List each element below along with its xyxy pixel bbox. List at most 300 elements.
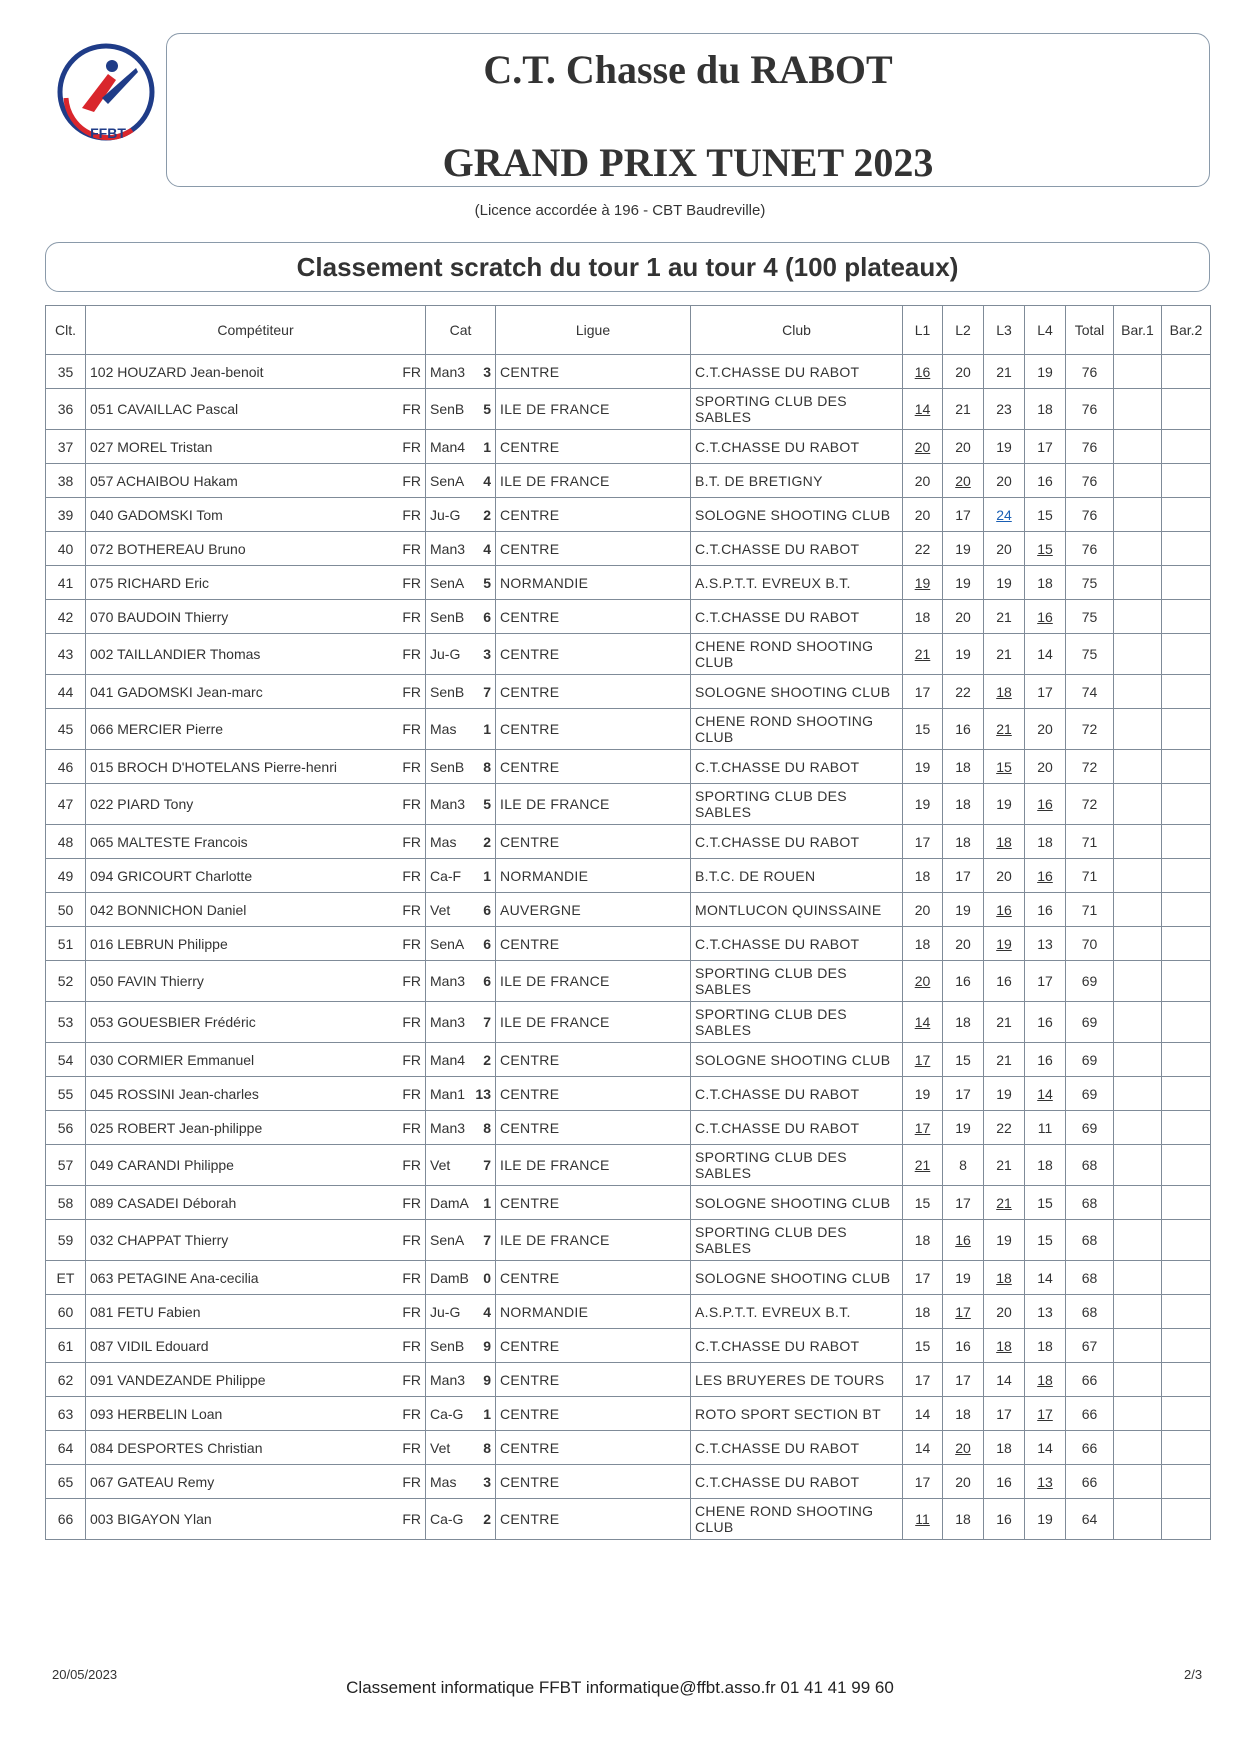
barrage1-cell xyxy=(1114,1465,1162,1499)
competitor-cell xyxy=(86,566,426,600)
series-score-cell xyxy=(943,1363,984,1397)
table-row xyxy=(46,750,1211,784)
table-row xyxy=(46,1363,1211,1397)
col-header: Bar.1 xyxy=(1114,306,1162,355)
club-cell: C.T.CHASSE DU RABOT xyxy=(691,600,903,634)
league-cell: NORMANDIE xyxy=(496,1295,691,1329)
competitor-cell xyxy=(86,1043,426,1077)
rank-cell: 36 xyxy=(46,389,86,430)
league-cell: CENTRE xyxy=(496,750,691,784)
series-score: 16 xyxy=(1037,796,1053,812)
nationality: FR xyxy=(402,401,421,417)
nationality: FR xyxy=(402,833,421,850)
nationality: FR xyxy=(402,472,421,489)
ranking-subtitle: Classement scratch du tour 1 au tour 4 (100 plateaux) xyxy=(296,252,959,282)
category-code: SenB xyxy=(430,608,465,625)
total-cell: 69 xyxy=(1066,1111,1114,1145)
series-score: 18 xyxy=(1037,574,1053,591)
category-cell xyxy=(426,1220,496,1261)
series-score-cell xyxy=(943,1261,984,1295)
series-score: 20 xyxy=(955,438,971,455)
series-score-cell xyxy=(1025,1043,1066,1077)
category-cell xyxy=(426,1465,496,1499)
series-score: 15 xyxy=(1037,1232,1053,1248)
competitor-name: 025 ROBERT Jean-philippe xyxy=(90,1119,263,1136)
total-cell: 71 xyxy=(1066,825,1114,859)
table-row xyxy=(46,1043,1211,1077)
category-code: Vet xyxy=(430,1439,451,1456)
league-cell: ILE DE FRANCE xyxy=(496,464,691,498)
club-cell: SOLOGNE SHOOTING CLUB xyxy=(691,1186,903,1220)
competitor-cell xyxy=(86,1002,426,1043)
competitor-name: 042 BONNICHON Daniel xyxy=(90,901,247,918)
series-score: 11 xyxy=(915,1511,930,1527)
category-code: Mas xyxy=(430,1473,457,1490)
competitor-name: 057 ACHAIBOU Hakam xyxy=(90,472,238,489)
series-score-cell xyxy=(903,1043,943,1077)
nationality: FR xyxy=(402,758,421,775)
category-cell xyxy=(426,389,496,430)
nationality: FR xyxy=(402,438,421,455)
series-score-cell xyxy=(943,566,984,600)
series-score-cell xyxy=(903,1431,943,1465)
series-score-cell xyxy=(943,1499,984,1540)
series-score: 18 xyxy=(955,1511,971,1527)
series-score-cell xyxy=(943,464,984,498)
col-header: Cat xyxy=(426,306,496,355)
category-rank: 3 xyxy=(483,363,491,380)
series-score-cell xyxy=(943,1329,984,1363)
nationality: FR xyxy=(402,973,421,989)
competitor-name: 016 LEBRUN Philippe xyxy=(90,935,228,952)
series-score: 22 xyxy=(955,683,971,700)
total-cell: 68 xyxy=(1066,1220,1114,1261)
league-cell: AUVERGNE xyxy=(496,893,691,927)
category-rank: 1 xyxy=(483,438,491,455)
category-code: SenB xyxy=(430,683,465,700)
series-score-cell xyxy=(1025,600,1066,634)
barrage1-cell xyxy=(1114,893,1162,927)
league-cell: CENTRE xyxy=(496,355,691,389)
series-score: 19 xyxy=(996,935,1012,952)
series-score: 14 xyxy=(914,401,931,417)
table-row xyxy=(46,825,1211,859)
series-score-cell xyxy=(943,389,984,430)
title-box xyxy=(166,33,1210,187)
category-rank: 9 xyxy=(483,1337,491,1354)
series-score: 14 xyxy=(1037,1439,1053,1456)
category-rank: 5 xyxy=(483,574,491,591)
nationality: FR xyxy=(402,1269,421,1286)
category-cell xyxy=(426,1431,496,1465)
competitor-name: 032 CHAPPAT Thierry xyxy=(90,1232,229,1248)
barrage1-cell xyxy=(1114,1363,1162,1397)
series-score: 17 xyxy=(1037,438,1053,455)
category-rank: 8 xyxy=(483,1119,491,1136)
category-cell xyxy=(426,532,496,566)
series-score-cell xyxy=(903,1261,943,1295)
series-score: 16 xyxy=(955,1337,971,1354)
competitor-cell xyxy=(86,1397,426,1431)
series-score-cell xyxy=(943,498,984,532)
series-score-cell xyxy=(984,825,1025,859)
series-score-cell xyxy=(943,1077,984,1111)
footer-date: 20/05/2023 xyxy=(52,1667,118,1682)
competitor-cell xyxy=(86,464,426,498)
rank-cell: 47 xyxy=(46,784,86,825)
series-score: 16 xyxy=(1037,1051,1053,1068)
barrage2-cell xyxy=(1162,600,1211,634)
nationality: FR xyxy=(402,1051,421,1068)
series-score: 13 xyxy=(1037,935,1053,952)
series-score: 17 xyxy=(914,1051,931,1068)
club-cell: C.T.CHASSE DU RABOT xyxy=(691,532,903,566)
series-score: 19 xyxy=(955,540,971,557)
category-rank: 7 xyxy=(483,1157,491,1173)
col-header: Total xyxy=(1066,306,1114,355)
series-score: 20 xyxy=(955,608,971,625)
category-cell xyxy=(426,1077,496,1111)
nationality: FR xyxy=(402,1473,421,1490)
nationality: FR xyxy=(402,1194,421,1211)
series-score: 17 xyxy=(914,1473,931,1490)
club-cell: SPORTING CLUB DES SABLES xyxy=(691,1145,903,1186)
barrage2-cell xyxy=(1162,1431,1211,1465)
category-code: Man4 xyxy=(430,438,466,455)
series-score-cell xyxy=(984,927,1025,961)
series-score: 16 xyxy=(955,721,971,737)
category-cell xyxy=(426,709,496,750)
barrage1-cell xyxy=(1114,1043,1162,1077)
barrage1-cell xyxy=(1114,1145,1162,1186)
table-row xyxy=(46,893,1211,927)
series-score: 21 xyxy=(996,1014,1012,1030)
category-rank: 2 xyxy=(483,1511,491,1527)
series-score-cell xyxy=(1025,430,1066,464)
nationality: FR xyxy=(402,574,421,591)
competitor-cell xyxy=(86,750,426,784)
series-score-cell xyxy=(903,566,943,600)
league-cell: CENTRE xyxy=(496,927,691,961)
series-score-cell xyxy=(1025,1329,1066,1363)
barrage1-cell xyxy=(1114,675,1162,709)
table-row xyxy=(46,1431,1211,1465)
competitor-cell xyxy=(86,1220,426,1261)
barrage1-cell xyxy=(1114,1397,1162,1431)
series-score: 24 xyxy=(996,506,1012,523)
series-score: 21 xyxy=(996,363,1012,380)
series-score-cell xyxy=(1025,355,1066,389)
series-score-cell xyxy=(943,532,984,566)
table-row xyxy=(46,927,1211,961)
series-score: 17 xyxy=(996,1405,1012,1422)
barrage2-cell xyxy=(1162,1499,1211,1540)
category-cell xyxy=(426,927,496,961)
competitor-cell xyxy=(86,600,426,634)
series-score: 17 xyxy=(914,1371,931,1388)
series-score-cell xyxy=(1025,1002,1066,1043)
series-score: 15 xyxy=(914,721,931,737)
series-score-cell xyxy=(984,961,1025,1002)
series-score-cell xyxy=(943,1186,984,1220)
barrage2-cell xyxy=(1162,532,1211,566)
series-score-cell xyxy=(1025,464,1066,498)
competitor-name: 089 CASADEI Déborah xyxy=(90,1194,237,1211)
series-score: 16 xyxy=(1037,472,1053,489)
club-cell: B.T. DE BRETIGNY xyxy=(691,464,903,498)
nationality: FR xyxy=(402,1439,421,1456)
series-score: 15 xyxy=(1037,540,1053,557)
category-code: Ca-G xyxy=(430,1511,464,1527)
nationality: FR xyxy=(402,901,421,918)
competitor-name: 091 VANDEZANDE Philippe xyxy=(90,1371,266,1388)
total-cell: 66 xyxy=(1066,1431,1114,1465)
series-score: 21 xyxy=(955,401,971,417)
category-code: Ju-G xyxy=(430,646,461,662)
category-code: Man3 xyxy=(430,540,466,557)
table-row xyxy=(46,1329,1211,1363)
col-header: Bar.2 xyxy=(1162,306,1211,355)
competitor-name: 050 FAVIN Thierry xyxy=(90,973,204,989)
series-score: 16 xyxy=(1037,867,1053,884)
category-code: DamA xyxy=(430,1194,469,1211)
series-score: 20 xyxy=(955,472,971,489)
category-cell xyxy=(426,859,496,893)
category-rank: 1 xyxy=(483,1194,491,1211)
series-score: 15 xyxy=(1037,1194,1053,1211)
category-cell xyxy=(426,1261,496,1295)
series-score: 19 xyxy=(996,438,1012,455)
series-score: 20 xyxy=(914,472,931,489)
category-rank: 7 xyxy=(483,1232,491,1248)
total-cell: 72 xyxy=(1066,784,1114,825)
category-cell xyxy=(426,566,496,600)
barrage1-cell xyxy=(1114,750,1162,784)
series-score: 16 xyxy=(955,1232,971,1248)
table-row xyxy=(46,430,1211,464)
barrage1-cell xyxy=(1114,464,1162,498)
series-score: 19 xyxy=(914,574,931,591)
competitor-name: 003 BIGAYON Ylan xyxy=(90,1511,212,1527)
rank-cell: 40 xyxy=(46,532,86,566)
series-score: 19 xyxy=(955,901,971,918)
series-score: 21 xyxy=(996,646,1012,662)
barrage2-cell xyxy=(1162,1220,1211,1261)
club-cell: C.T.CHASSE DU RABOT xyxy=(691,1431,903,1465)
series-score-cell xyxy=(903,1145,943,1186)
series-score-cell xyxy=(1025,859,1066,893)
nationality: FR xyxy=(402,683,421,700)
club-cell: C.T.CHASSE DU RABOT xyxy=(691,927,903,961)
category-rank: 5 xyxy=(483,796,491,812)
barrage2-cell xyxy=(1162,355,1211,389)
table-row xyxy=(46,1077,1211,1111)
club-cell: C.T.CHASSE DU RABOT xyxy=(691,1111,903,1145)
category-cell xyxy=(426,464,496,498)
category-cell xyxy=(426,784,496,825)
barrage1-cell xyxy=(1114,1261,1162,1295)
category-cell xyxy=(426,1363,496,1397)
total-cell: 66 xyxy=(1066,1465,1114,1499)
league-cell: NORMANDIE xyxy=(496,859,691,893)
competitor-name: 070 BAUDOIN Thierry xyxy=(90,608,229,625)
series-score-cell xyxy=(984,464,1025,498)
competitor-name: 093 HERBELIN Loan xyxy=(90,1405,223,1422)
series-score: 20 xyxy=(955,1439,971,1456)
category-code: SenA xyxy=(430,935,465,952)
series-score-cell xyxy=(984,389,1025,430)
series-score-cell xyxy=(943,1111,984,1145)
nationality: FR xyxy=(402,506,421,523)
barrage2-cell xyxy=(1162,1145,1211,1186)
series-score-cell xyxy=(1025,532,1066,566)
rank-cell: 53 xyxy=(46,1002,86,1043)
nationality: FR xyxy=(402,1371,421,1388)
series-score-cell xyxy=(984,1261,1025,1295)
series-score: 18 xyxy=(996,833,1012,850)
nationality: FR xyxy=(402,1337,421,1354)
category-code: Man3 xyxy=(430,1014,466,1030)
barrage1-cell xyxy=(1114,1220,1162,1261)
competitor-name: 072 BOTHEREAU Bruno xyxy=(90,540,246,557)
rank-cell: 64 xyxy=(46,1431,86,1465)
series-score: 17 xyxy=(914,1269,931,1286)
series-score: 21 xyxy=(996,608,1012,625)
series-score: 16 xyxy=(1037,901,1053,918)
category-cell xyxy=(426,750,496,784)
competitor-name: 030 CORMIER Emmanuel xyxy=(90,1051,255,1068)
competitor-name: 065 MALTESTE Francois xyxy=(90,833,248,850)
series-score: 17 xyxy=(914,833,931,850)
total-cell: 69 xyxy=(1066,1002,1114,1043)
series-score-cell xyxy=(1025,750,1066,784)
series-score: 17 xyxy=(955,506,971,523)
nationality: FR xyxy=(402,1405,421,1422)
series-score-cell xyxy=(943,1397,984,1431)
category-rank: 13 xyxy=(475,1085,491,1102)
col-header: Ligue xyxy=(496,306,691,355)
competitor-cell xyxy=(86,532,426,566)
category-cell xyxy=(426,1145,496,1186)
series-score-cell xyxy=(943,1465,984,1499)
barrage2-cell xyxy=(1162,498,1211,532)
rank-cell: 55 xyxy=(46,1077,86,1111)
series-score-cell xyxy=(943,1145,984,1186)
series-score: 16 xyxy=(1037,608,1053,625)
competitor-cell xyxy=(86,1145,426,1186)
series-score-cell xyxy=(984,784,1025,825)
series-score: 20 xyxy=(914,506,931,523)
series-score-cell xyxy=(943,927,984,961)
rank-cell: 61 xyxy=(46,1329,86,1363)
competitor-name: 041 GADOMSKI Jean-marc xyxy=(90,683,263,700)
rank-cell: 41 xyxy=(46,566,86,600)
series-score: 8 xyxy=(959,1157,967,1173)
series-score-cell xyxy=(943,750,984,784)
category-rank: 7 xyxy=(483,683,491,700)
competitor-name: 094 GRICOURT Charlotte xyxy=(90,867,253,884)
series-score: 15 xyxy=(914,1337,931,1354)
total-cell: 72 xyxy=(1066,709,1114,750)
series-score: 14 xyxy=(914,1405,931,1422)
series-score-cell xyxy=(1025,825,1066,859)
competitor-cell xyxy=(86,1295,426,1329)
category-cell xyxy=(426,1002,496,1043)
barrage1-cell xyxy=(1114,927,1162,961)
category-code: SenB xyxy=(430,1337,465,1354)
series-score: 17 xyxy=(955,1194,971,1211)
total-cell: 66 xyxy=(1066,1363,1114,1397)
competitor-cell xyxy=(86,1465,426,1499)
competitor-name: 015 BROCH D'HOTELANS Pierre-henri xyxy=(90,758,337,775)
series-score-cell xyxy=(984,1220,1025,1261)
series-score-cell xyxy=(903,430,943,464)
series-score: 19 xyxy=(955,574,971,591)
barrage1-cell xyxy=(1114,1499,1162,1540)
nationality: FR xyxy=(402,796,421,812)
nationality: FR xyxy=(402,1157,421,1173)
series-score: 20 xyxy=(955,1473,971,1490)
series-score-cell xyxy=(1025,675,1066,709)
league-cell: ILE DE FRANCE xyxy=(496,1145,691,1186)
series-score-cell xyxy=(903,893,943,927)
table-row xyxy=(46,1186,1211,1220)
category-cell xyxy=(426,893,496,927)
category-code: Mas xyxy=(430,833,457,850)
total-cell: 68 xyxy=(1066,1186,1114,1220)
competitor-name: 022 PIARD Tony xyxy=(90,796,194,812)
table-row xyxy=(46,464,1211,498)
club-cell: ROTO SPORT SECTION BT xyxy=(691,1397,903,1431)
series-score: 17 xyxy=(1037,1405,1053,1422)
barrage2-cell xyxy=(1162,1295,1211,1329)
league-cell: CENTRE xyxy=(496,709,691,750)
series-score: 18 xyxy=(996,683,1012,700)
series-score: 20 xyxy=(914,438,931,455)
category-code: SenA xyxy=(430,1232,465,1248)
barrage1-cell xyxy=(1114,532,1162,566)
series-score: 14 xyxy=(996,1371,1012,1388)
barrage2-cell xyxy=(1162,430,1211,464)
category-rank: 8 xyxy=(483,1439,491,1456)
rank-cell: 45 xyxy=(46,709,86,750)
series-score-cell xyxy=(903,1111,943,1145)
series-score-cell xyxy=(1025,1397,1066,1431)
series-score-cell xyxy=(1025,1220,1066,1261)
series-score: 19 xyxy=(996,574,1012,591)
club-cell: C.T.CHASSE DU RABOT xyxy=(691,355,903,389)
category-rank: 1 xyxy=(483,1405,491,1422)
col-header: L2 xyxy=(943,306,984,355)
competitor-name: 045 ROSSINI Jean-charles xyxy=(90,1085,259,1102)
series-score: 19 xyxy=(996,1085,1012,1102)
table-row xyxy=(46,709,1211,750)
rank-cell: 49 xyxy=(46,859,86,893)
rank-cell: 54 xyxy=(46,1043,86,1077)
category-code: Vet xyxy=(430,1157,451,1173)
competitor-cell xyxy=(86,893,426,927)
rank-cell: 65 xyxy=(46,1465,86,1499)
series-score: 18 xyxy=(1037,1371,1053,1388)
series-score: 17 xyxy=(914,1119,931,1136)
competitor-cell xyxy=(86,675,426,709)
series-score-cell xyxy=(903,355,943,389)
series-score: 18 xyxy=(914,608,931,625)
club-cell: C.T.CHASSE DU RABOT xyxy=(691,1329,903,1363)
series-score: 22 xyxy=(996,1119,1012,1136)
rank-cell: 63 xyxy=(46,1397,86,1431)
league-cell: ILE DE FRANCE xyxy=(496,1002,691,1043)
